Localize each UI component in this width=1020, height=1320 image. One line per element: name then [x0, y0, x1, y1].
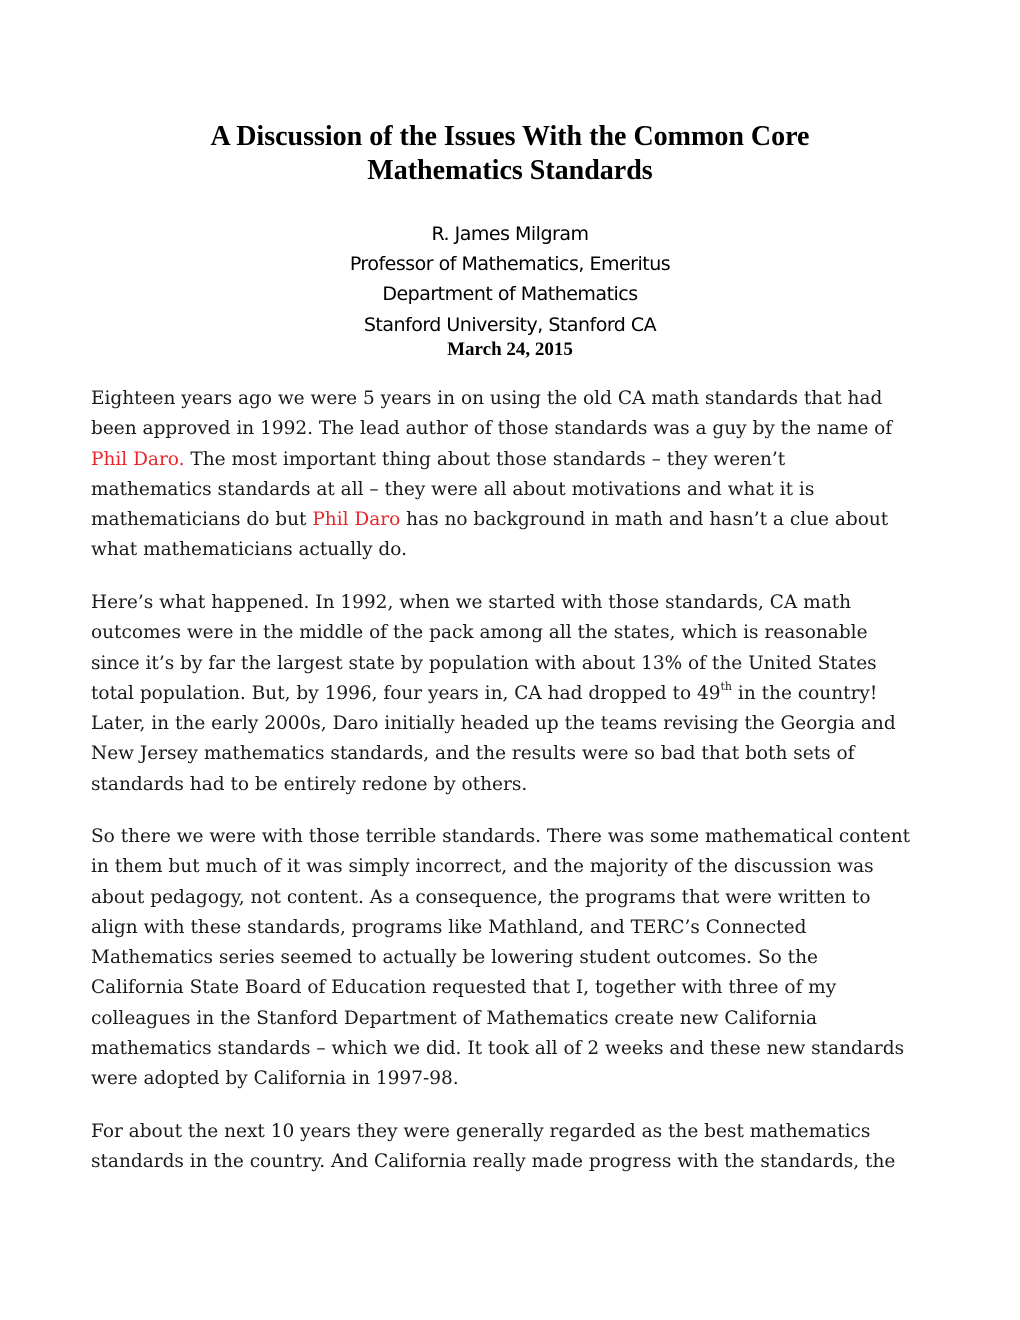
paragraph-line: in them but much of it was simply incorrect, and the majority of the discussion was — [91, 856, 874, 878]
paragraph-line: standards had to be entirely redone by others. — [91, 773, 528, 795]
paragraph-line: Here’s what happened. In 1992, when we started with those standards, CA math — [91, 592, 852, 613]
author-institution: Stanford University, Stanford CA — [363, 314, 657, 336]
paragraph-line — [91, 679, 941, 709]
highlighted-name: Phil Daro — [312, 509, 401, 531]
line-text: mathematicians do but — [91, 509, 313, 531]
author-position: Professor of Mathematics, Emeritus — [349, 253, 671, 275]
paragraph-line: Mathematics series seemed to actually be lowering student outcomes. So the — [91, 947, 818, 969]
paragraph-line: New Jersey mathematics standards, and the results were so bad that both sets of — [91, 743, 855, 765]
paragraph-4 — [91, 1117, 941, 1178]
paragraph-line: about pedagogy, not content. As a consequence, the programs that were written to — [91, 886, 871, 908]
paragraph-line: standards in the country. And California really made progress with the standards, the — [91, 1151, 896, 1173]
paragraph-line: since it’s by far the largest state by population with about 13% of the United States — [91, 652, 877, 674]
paragraph-line: So there we were with those terrible standards. There was some mathematical content — [91, 826, 911, 847]
paragraph-line: were adopted by California in 1997-98. — [91, 1068, 459, 1090]
paragraph-line: align with these standards, programs like Mathland, and TERC’s Connected — [91, 916, 807, 938]
highlighted-name: Phil Daro. — [91, 448, 185, 470]
document-date: March 24, 2015 — [447, 339, 573, 360]
paragraph-line: what mathematicians actually do. — [91, 539, 407, 561]
author-department: Department of Mathematics — [382, 283, 638, 305]
line-text: total population. But, by 1996, four years in, CA had dropped to 49 — [91, 682, 721, 704]
ordinal-suffix: th — [720, 679, 733, 693]
paragraph-line — [91, 445, 941, 475]
document-title-line-1: A Discussion of the Issues With the Common Core — [210, 121, 810, 152]
paragraph-line: colleagues in the Stanford Department of Mathematics create new California — [91, 1007, 818, 1029]
paragraph-line — [91, 505, 941, 535]
paragraph-line: Later, in the early 2000s, Daro initially headed up the teams revising the Georgia and — [91, 713, 896, 735]
paragraph-3 — [91, 822, 941, 1095]
paragraph-1 — [91, 384, 941, 566]
paragraph-line: Eighteen years ago we were 5 years in on using the old CA math standards that had — [91, 388, 883, 409]
document-title-line-2: Mathematics Standards — [367, 155, 653, 186]
line-text: The most important thing about those standards – they weren’t — [184, 448, 786, 470]
line-text: in the country! — [732, 682, 878, 704]
paragraph-line: California State Board of Education requested that I, together with three of my — [91, 977, 837, 999]
paragraph-line: For about the next 10 years they were generally regarded as the best mathematics — [91, 1121, 871, 1142]
paragraph-2 — [91, 588, 941, 800]
author-name: R. James Milgram — [431, 223, 589, 245]
line-text: has no background in math and hasn’t a clue about — [400, 509, 889, 531]
paragraph-line: mathematics standards – which we did. It took all of 2 weeks and these new standards — [91, 1038, 905, 1060]
paragraph-line: mathematics standards at all – they were all about motivations and what it is — [91, 478, 815, 500]
paragraph-line: been approved in 1992. The lead author of those standards was a guy by the name of — [91, 418, 893, 440]
paragraph-line: outcomes were in the middle of the pack among all the states, which is reasonable — [91, 622, 868, 644]
